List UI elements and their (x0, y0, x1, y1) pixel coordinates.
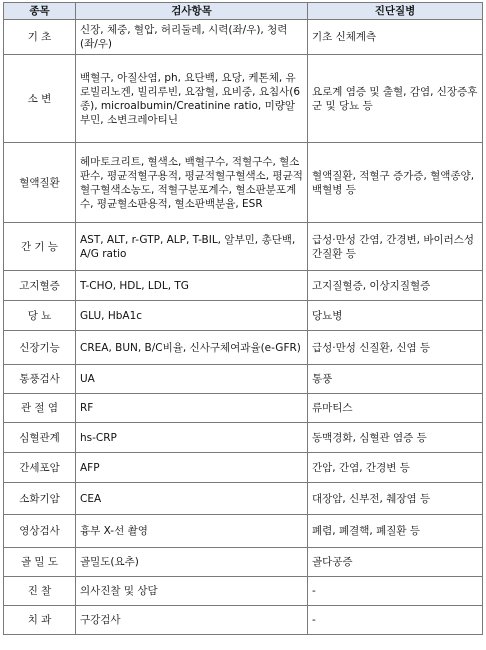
row-diagnosis: 폐렴, 폐결핵, 폐질환 등 (308, 515, 483, 548)
table-row (4, 606, 483, 635)
row-items: GLU, HbA1c (76, 301, 308, 331)
row-diagnosis: 골다공증 (308, 548, 483, 577)
row-category: 당 뇨 (4, 301, 76, 331)
row-diagnosis: 급성·만성 신질환, 신염 등 (308, 331, 483, 365)
row-items: UA (76, 365, 308, 394)
row-items: CREA, BUN, B/C비율, 신사구체여과율(e-GFR) (76, 331, 308, 365)
table-row (4, 365, 483, 394)
table-row (4, 515, 483, 548)
row-items: 구강검사 (76, 606, 308, 635)
row-items: AST, ALT, r-GTP, ALP, T-BIL, 알부민, 총단백, A/G ratio (76, 223, 308, 271)
row-diagnosis: 고지질혈증, 이상지질혈증 (308, 271, 483, 301)
table-row (4, 331, 483, 365)
table-row (4, 301, 483, 331)
table-header (4, 3, 483, 20)
table-row (4, 20, 483, 55)
row-category: 신장기능 (4, 331, 76, 365)
row-diagnosis: 류마티스 (308, 394, 483, 423)
row-items: 의사진찰 및 상담 (76, 577, 308, 606)
table-row (4, 577, 483, 606)
row-items: 골밀도(요추) (76, 548, 308, 577)
row-category: 혈액질환 (4, 143, 76, 223)
row-category: 간세포암 (4, 453, 76, 483)
row-diagnosis: 당뇨병 (308, 301, 483, 331)
row-items: 흉부 X-선 촬영 (76, 515, 308, 548)
header-category: 종목 (4, 3, 76, 20)
table-row (4, 271, 483, 301)
table-row (4, 423, 483, 453)
row-diagnosis: 급성·만성 간염, 간경변, 바이러스성 간질환 등 (308, 223, 483, 271)
row-items: 헤마토크리트, 혈색소, 백혈구수, 적혈구수, 혈소판수, 평균적혈구용적, 평균적혈구혈색소, 평균적혈구혈색소농도, 적혈구분포계수, 혈소판분포계수, 평균혈소판용적, 혈소판백분율, ESR (76, 143, 308, 223)
exam-table (3, 2, 483, 635)
row-items: CEA (76, 483, 308, 515)
table-row (4, 55, 483, 143)
row-diagnosis: - (308, 577, 483, 606)
row-category: 골 밀 도 (4, 548, 76, 577)
table-row (4, 548, 483, 577)
row-items: hs-CRP (76, 423, 308, 453)
row-diagnosis: - (308, 606, 483, 635)
header-diagnosis: 진단질병 (308, 3, 483, 20)
row-category: 기 초 (4, 20, 76, 55)
row-category: 고지혈증 (4, 271, 76, 301)
row-diagnosis: 동맥경화, 심혈관 염증 등 (308, 423, 483, 453)
row-diagnosis: 통풍 (308, 365, 483, 394)
row-diagnosis: 대장암, 신부전, 췌장염 등 (308, 483, 483, 515)
table-row (4, 394, 483, 423)
header-items: 검사항목 (76, 3, 308, 20)
table-row (4, 483, 483, 515)
row-category: 통풍검사 (4, 365, 76, 394)
row-diagnosis: 요로계 염증 및 출혈, 감염, 신장증후군 및 당뇨 등 (308, 55, 483, 143)
exam-table-container (3, 2, 482, 635)
row-category: 영상검사 (4, 515, 76, 548)
row-category: 소화기암 (4, 483, 76, 515)
row-category: 관 절 염 (4, 394, 76, 423)
row-diagnosis: 간암, 간염, 간경변 등 (308, 453, 483, 483)
row-items: 백혈구, 아질산염, ph, 요단백, 요당, 케톤체, 유로빌리노겐, 빌리루빈, 요잠혈, 요비중, 요침사(6종), microalbumin/Creatinine ratio, 미량알부민, 소변크레아티닌 (76, 55, 308, 143)
table-row (4, 223, 483, 271)
row-items: AFP (76, 453, 308, 483)
row-category: 심혈관계 (4, 423, 76, 453)
row-items: 신장, 체중, 혈압, 허리둘레, 시력(좌/우), 청력(좌/우) (76, 20, 308, 55)
row-diagnosis: 혈액질환, 적혈구 증가증, 혈액종양, 백혈병 등 (308, 143, 483, 223)
row-items: T-CHO, HDL, LDL, TG (76, 271, 308, 301)
row-category: 소 변 (4, 55, 76, 143)
row-category: 치 과 (4, 606, 76, 635)
row-category: 간 기 능 (4, 223, 76, 271)
row-category: 진 찰 (4, 577, 76, 606)
table-row (4, 143, 483, 223)
table-row (4, 453, 483, 483)
row-items: RF (76, 394, 308, 423)
row-diagnosis: 기초 신체계측 (308, 20, 483, 55)
